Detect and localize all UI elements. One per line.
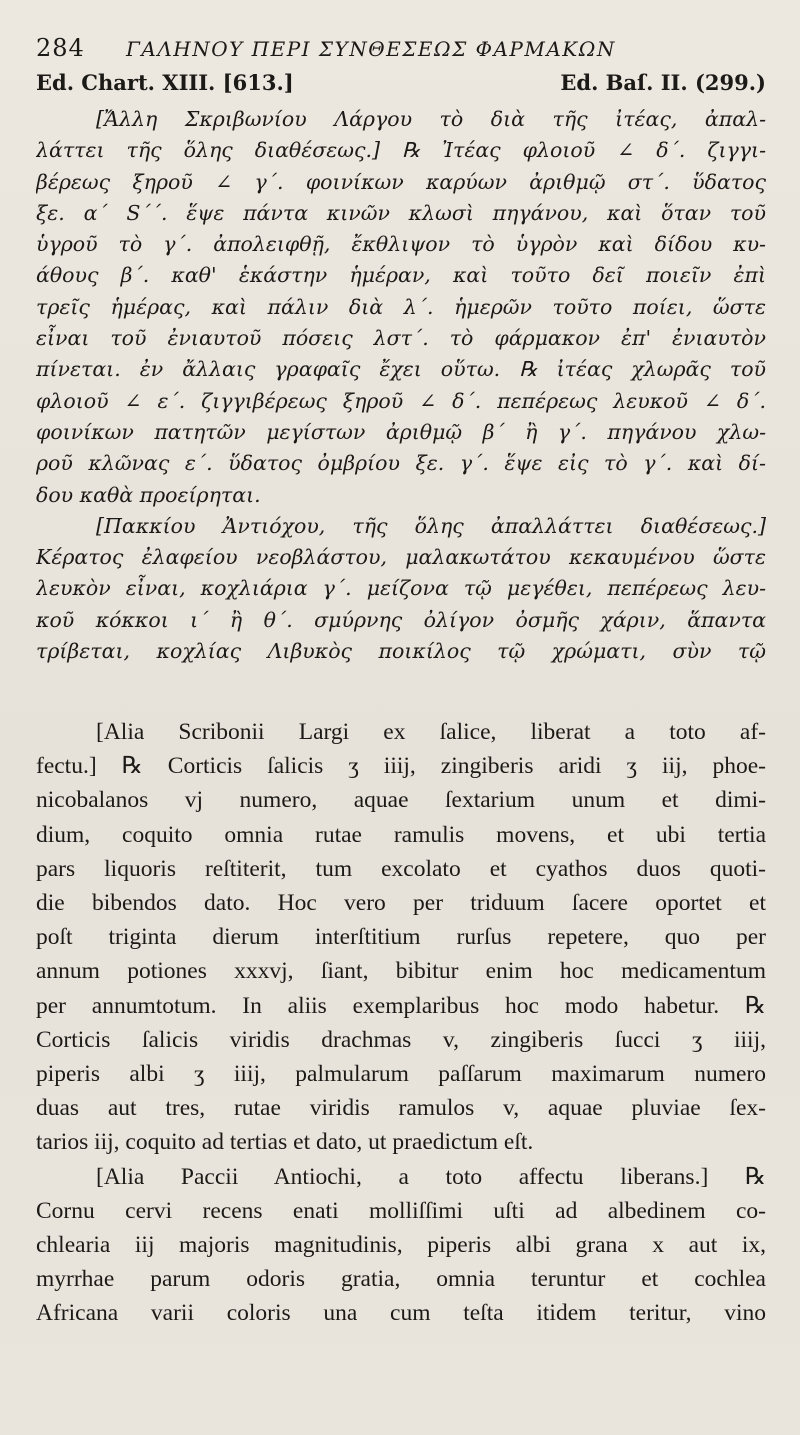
latin-line: tarios iij, coquito ad tertias et dato, ut praedictum eſt. <box>36 1129 534 1156</box>
greek-text-block <box>36 104 766 667</box>
greek-line: λάττει τῆς ὅλης διαθέσεως.] ℞ Ἰτέας φλοιοῦ ∠ δ΄. ζιγγι- <box>36 138 766 163</box>
latin-line: chlearia iij majoris magnitudinis, piperis albi grana x aut ix, <box>36 1232 766 1259</box>
greek-line: άθους β΄. καθ' ἑκάστην ἡμέραν, καὶ τοῦτο δεῖ ποιεῖν ἐπὶ <box>36 263 766 288</box>
edition-reference-left: Ed. Chart. XIII. [613.] <box>36 70 294 95</box>
greek-line: [Ἄλλη Σκριβωνίου Λάργου τὸ διὰ τῆς ἰτέας, ἀπαλ- <box>96 107 766 131</box>
greek-line: λευκὸν εἶναι, κοχλιάρια γ΄. μείζονα τῷ μεγέθει, πεπέρεως λευ- <box>36 576 766 601</box>
latin-line: myrrhae parum odoris gratia, omnia teruntur et cochlea <box>36 1266 766 1293</box>
greek-line: τρεῖς ἡμέρας, καὶ πάλιν διὰ λ΄. ἡμερῶν τοῦτο ποίει, ὥστε <box>36 294 766 319</box>
latin-line: poſt triginta dierum interſtitium rurſus repetere, quo per <box>36 924 766 951</box>
greek-line: φλοιοῦ ∠ ε΄. ζιγγιβέρεως ξηροῦ ∠ δ΄. πεπέρεως λευκοῦ ∠ δ΄. <box>36 388 766 413</box>
greek-line: Κέρατος ἐλαφείου νεοβλάστου, μαλακωτάτου κεκαυμένου ὥστε <box>36 545 766 570</box>
greek-line: ὑγροῦ τὸ γ΄. ἀπολειφθῇ, ἔκθλιψον τὸ ὑγρὸν καὶ δίδου κυ- <box>36 232 766 257</box>
latin-line: duas aut tres, rutae viridis ramulos v, aquae pluviae ſex- <box>36 1095 766 1122</box>
greek-line: ροῦ κλῶνας ε΄. ὕδατος ὀμβρίου ξε. γ΄. ἕψε εἰς τὸ γ΄. καὶ δί- <box>36 451 766 476</box>
greek-line: ξε. α΄ S΄΄. ἕψε πάντα κινῶν κλωσὶ πηγάνου, καὶ ὅταν τοῦ <box>36 200 766 225</box>
edition-reference-line <box>36 70 766 102</box>
greek-line: πίνεται. ἐν ἄλλαις γραφαῖς ἔχει οὕτω. ℞ ἰτέας χλωρᾶς τοῦ <box>36 357 766 382</box>
latin-line: die bibendos dato. Hoc vero per triduum ſacere oportet et <box>36 890 766 917</box>
latin-text-block <box>36 715 766 1405</box>
latin-line: dium, coquito omnia rutae ramulis movens, et ubi tertia <box>36 821 766 848</box>
page-number: 284 <box>36 34 85 62</box>
running-head <box>36 34 766 70</box>
latin-line: [Alia Scribonii Largi ex ſalice, liberat a toto af- <box>96 719 766 745</box>
greek-line: δου καθὰ προείρηται. <box>36 482 261 507</box>
greek-line: τρίβεται, κοχλίας Λιβυκὸς ποικίλος τῷ χρώματι, σὺν τῷ <box>36 639 766 664</box>
running-title: ΓΑΛΗΝΟΥ ΠΕΡΙ ΣΥΝΘΕΣΕΩΣ ΦΑΡΜΑΚΩΝ <box>126 37 616 61</box>
latin-line: fectu.] ℞ Corticis ſalicis ʒ iiij, zingiberis aridi ʒ iij, phoe- <box>36 753 766 780</box>
latin-line: piperis albi ʒ iiij, palmularum paſſarum maximarum numero <box>36 1061 766 1088</box>
edition-reference-right: Ed. Baſ. II. (299.) <box>560 70 766 95</box>
greek-line: εἶναι τοῦ ἐνιαυτοῦ πόσεις λστ΄. τὸ φάρμακον ἐπ' ἐνιαυτὸν <box>36 326 766 351</box>
greek-line: κοῦ κόκκοι ι΄ ἢ θ΄. σμύρνης ὀλίγον ὀσμῆς χάριν, ἅπαντα <box>36 607 766 632</box>
greek-line: [Πακκίου Ἀντιόχου, τῆς ὅλης ἀπαλλάττει διαθέσεως.] <box>96 513 766 538</box>
latin-line: per annumtotum. In aliis exemplaribus hoc modo habetur. ℞ <box>36 992 766 1019</box>
latin-line: pars liquoris reſtiterit, tum excolato et cyathos duos quoti- <box>36 855 766 882</box>
latin-line: Cornu cervi recens enati molliſſimi uſti ad albedinem co- <box>36 1197 766 1224</box>
latin-line: nicobalanos vj numero, aquae ſextarium unum et dimi- <box>36 787 766 814</box>
latin-line: Africana varii coloris una cum teſta itidem teritur, vino <box>36 1300 766 1327</box>
greek-line: βέρεως ξηροῦ ∠ γ΄. φοινίκων καρύων ἀριθμῷ στ΄. ὕδατος <box>36 169 766 194</box>
latin-line: annum potiones xxxvj, ſiant, bibitur enim hoc medicamentum <box>36 958 766 985</box>
latin-line: [Alia Paccii Antiochi, a toto affectu liberans.] ℞ <box>96 1163 766 1190</box>
greek-line: φοινίκων πατητῶν μεγίστων ἀριθμῷ β΄ ἢ γ΄. πηγάνου χλω- <box>36 419 766 444</box>
latin-line: Corticis ſalicis viridis drachmas v, zingiberis ſucci ʒ iiij, <box>36 1026 766 1053</box>
